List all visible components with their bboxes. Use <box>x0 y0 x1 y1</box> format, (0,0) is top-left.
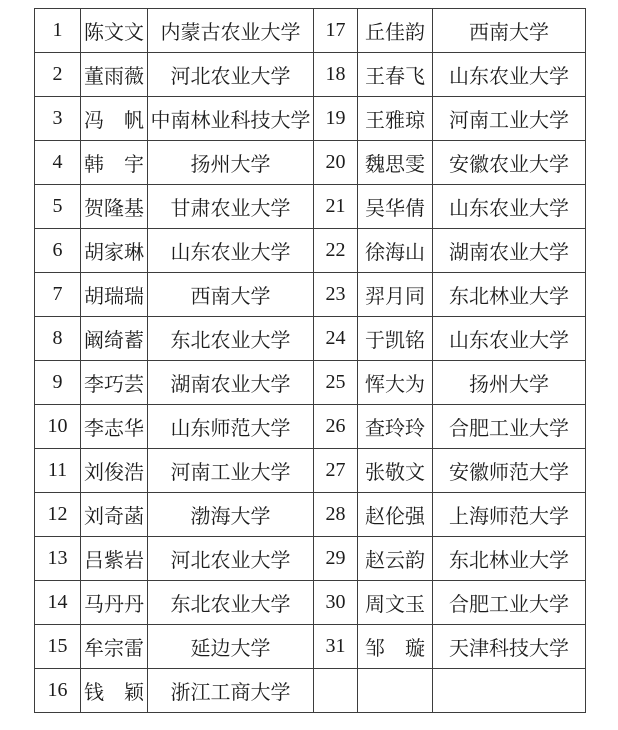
name-cell: 吕紫岩 <box>81 537 148 581</box>
row-number-cell: 14 <box>35 581 81 625</box>
row-number-cell: 29 <box>314 537 358 581</box>
row-number-cell: 7 <box>35 273 81 317</box>
row-number-cell: 23 <box>314 273 358 317</box>
name-cell: 赵云韵 <box>358 537 433 581</box>
row-number-cell: 10 <box>35 405 81 449</box>
row-number-cell: 31 <box>314 625 358 669</box>
table-row <box>35 625 586 669</box>
university-cell: 上海师范大学 <box>433 493 586 537</box>
university-cell: 延边大学 <box>148 625 314 669</box>
row-number-cell: 25 <box>314 361 358 405</box>
university-cell: 安徽农业大学 <box>433 141 586 185</box>
row-number-cell: 24 <box>314 317 358 361</box>
row-number-cell <box>314 669 358 713</box>
name-cell: 陈文文 <box>81 9 148 53</box>
name-cell: 李巧芸 <box>81 361 148 405</box>
row-number-cell: 27 <box>314 449 358 493</box>
name-cell: 李志华 <box>81 405 148 449</box>
row-number-cell: 17 <box>314 9 358 53</box>
table-row <box>35 581 586 625</box>
row-number-cell: 3 <box>35 97 81 141</box>
university-cell: 河北农业大学 <box>148 53 314 97</box>
table-row <box>35 229 586 273</box>
row-number-cell: 1 <box>35 9 81 53</box>
university-cell: 西南大学 <box>148 273 314 317</box>
name-cell: 张敬文 <box>358 449 433 493</box>
university-cell: 河南工业大学 <box>148 449 314 493</box>
row-number-cell: 28 <box>314 493 358 537</box>
university-cell: 安徽师范大学 <box>433 449 586 493</box>
name-cell: 邹 璇 <box>358 625 433 669</box>
table-row <box>35 493 586 537</box>
name-cell: 魏思雯 <box>358 141 433 185</box>
row-number-cell: 21 <box>314 185 358 229</box>
row-number-cell: 26 <box>314 405 358 449</box>
name-cell: 钱 颖 <box>81 669 148 713</box>
row-number-cell: 20 <box>314 141 358 185</box>
name-cell: 刘奇菡 <box>81 493 148 537</box>
university-cell: 合肥工业大学 <box>433 405 586 449</box>
row-number-cell: 30 <box>314 581 358 625</box>
university-cell: 甘肃农业大学 <box>148 185 314 229</box>
table-row <box>35 361 586 405</box>
row-number-cell: 8 <box>35 317 81 361</box>
university-cell: 渤海大学 <box>148 493 314 537</box>
university-cell: 扬州大学 <box>433 361 586 405</box>
university-cell: 天津科技大学 <box>433 625 586 669</box>
university-cell: 山东师范大学 <box>148 405 314 449</box>
row-number-cell: 18 <box>314 53 358 97</box>
table-row <box>35 273 586 317</box>
university-cell <box>433 669 586 713</box>
name-cell: 王春飞 <box>358 53 433 97</box>
name-cell: 于凯铭 <box>358 317 433 361</box>
university-cell: 山东农业大学 <box>433 53 586 97</box>
row-number-cell: 9 <box>35 361 81 405</box>
row-number-cell: 5 <box>35 185 81 229</box>
name-cell: 胡瑞瑞 <box>81 273 148 317</box>
row-number-cell: 19 <box>314 97 358 141</box>
name-cell: 王雅琼 <box>358 97 433 141</box>
name-cell: 查玲玲 <box>358 405 433 449</box>
university-cell: 山东农业大学 <box>433 185 586 229</box>
name-cell: 徐海山 <box>358 229 433 273</box>
name-cell: 冯 帆 <box>81 97 148 141</box>
row-number-cell: 15 <box>35 625 81 669</box>
row-number-cell: 16 <box>35 669 81 713</box>
university-cell: 内蒙古农业大学 <box>148 9 314 53</box>
name-cell: 贺隆基 <box>81 185 148 229</box>
university-cell: 合肥工业大学 <box>433 581 586 625</box>
table-row <box>35 537 586 581</box>
university-cell: 东北农业大学 <box>148 581 314 625</box>
name-cell: 丘佳韵 <box>358 9 433 53</box>
name-cell: 韩 宇 <box>81 141 148 185</box>
name-cell: 胡家琳 <box>81 229 148 273</box>
table-row <box>35 185 586 229</box>
university-cell: 东北林业大学 <box>433 273 586 317</box>
university-cell: 河北农业大学 <box>148 537 314 581</box>
row-number-cell: 12 <box>35 493 81 537</box>
roster-table <box>34 8 586 713</box>
university-cell: 东北农业大学 <box>148 317 314 361</box>
university-cell: 山东农业大学 <box>148 229 314 273</box>
row-number-cell: 13 <box>35 537 81 581</box>
name-cell: 马丹丹 <box>81 581 148 625</box>
table-row <box>35 9 586 53</box>
row-number-cell: 6 <box>35 229 81 273</box>
name-cell: 赵伦强 <box>358 493 433 537</box>
name-cell: 羿月同 <box>358 273 433 317</box>
row-number-cell: 4 <box>35 141 81 185</box>
row-number-cell: 2 <box>35 53 81 97</box>
name-cell: 吴华倩 <box>358 185 433 229</box>
university-cell: 湖南农业大学 <box>433 229 586 273</box>
row-number-cell: 22 <box>314 229 358 273</box>
university-cell: 河南工业大学 <box>433 97 586 141</box>
table-row <box>35 449 586 493</box>
name-cell: 董雨薇 <box>81 53 148 97</box>
table-row <box>35 405 586 449</box>
university-cell: 西南大学 <box>433 9 586 53</box>
table-row <box>35 53 586 97</box>
name-cell: 周文玉 <box>358 581 433 625</box>
row-number-cell: 11 <box>35 449 81 493</box>
university-cell: 湖南农业大学 <box>148 361 314 405</box>
name-cell: 恽大为 <box>358 361 433 405</box>
name-cell <box>358 669 433 713</box>
table-row <box>35 97 586 141</box>
university-cell: 山东农业大学 <box>433 317 586 361</box>
university-cell: 中南林业科技大学 <box>148 97 314 141</box>
roster-table-body <box>35 9 586 713</box>
university-cell: 浙江工商大学 <box>148 669 314 713</box>
table-row <box>35 669 586 713</box>
university-cell: 东北林业大学 <box>433 537 586 581</box>
table-row <box>35 317 586 361</box>
table-row <box>35 141 586 185</box>
name-cell: 阚绮蓄 <box>81 317 148 361</box>
university-cell: 扬州大学 <box>148 141 314 185</box>
name-cell: 刘俊浩 <box>81 449 148 493</box>
name-cell: 牟宗雷 <box>81 625 148 669</box>
